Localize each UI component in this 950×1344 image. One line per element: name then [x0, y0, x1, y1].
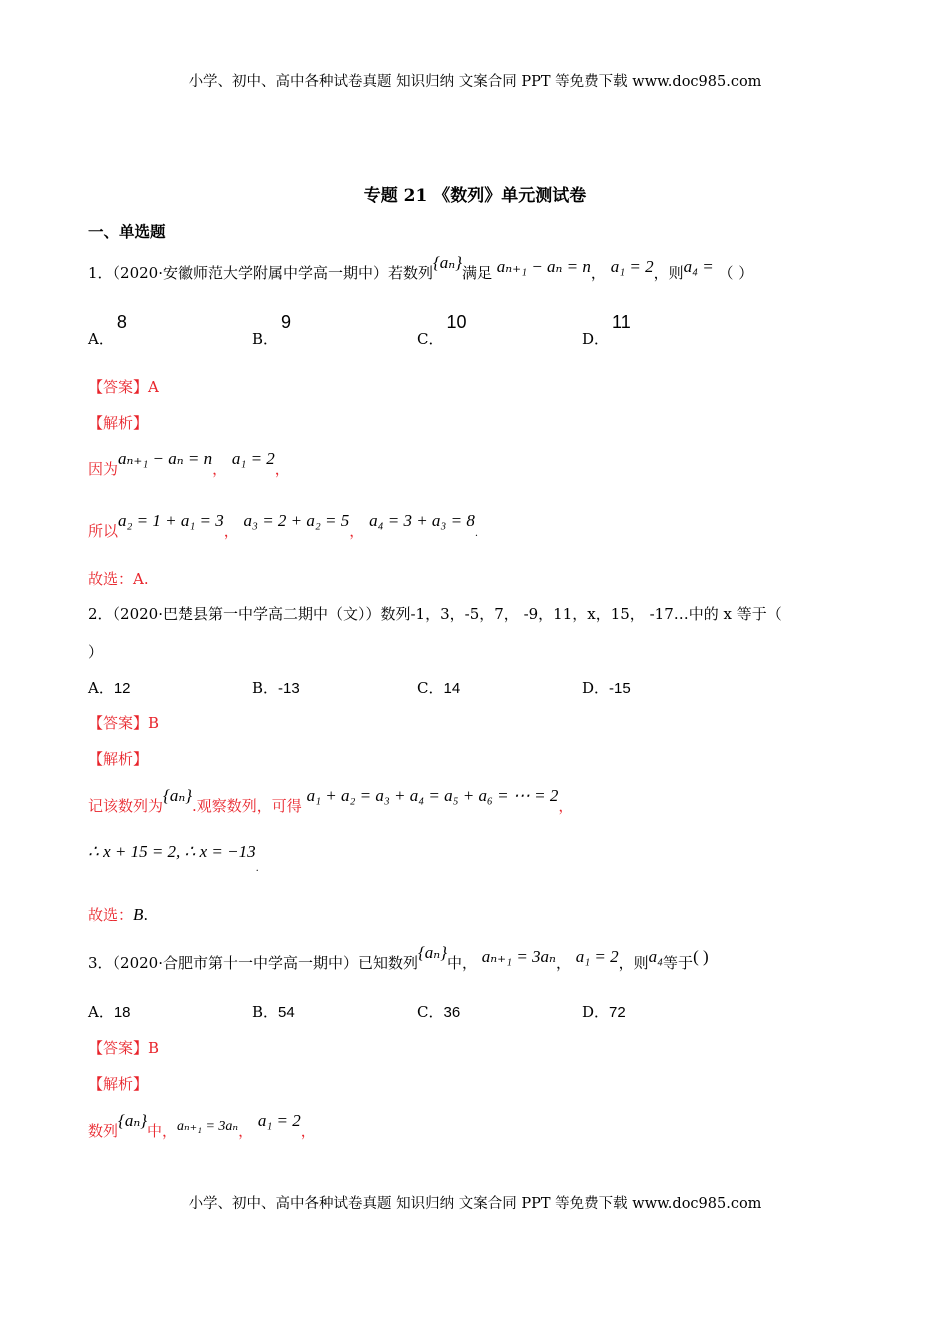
- option-label: A．: [88, 1003, 114, 1021]
- q1-option-c: [417, 312, 467, 349]
- q2-sequence: {aₙ}: [163, 786, 193, 805]
- option-value: -15: [609, 680, 631, 697]
- q3-ask: a₄: [648, 947, 664, 966]
- q2-option-c: [417, 677, 460, 698]
- option-value: 11: [612, 312, 631, 332]
- q1-sequence: {aₙ}: [433, 253, 462, 272]
- page-title: 专题 21 《数列》单元测试卷: [363, 186, 587, 206]
- q2-choose-line: [88, 904, 148, 925]
- q3-analysis: 【解析】: [88, 1075, 149, 1093]
- option-value: 54: [278, 1004, 295, 1021]
- q2-therefore: ∴ x + 15 = 2, ∴ x = −13: [88, 842, 256, 861]
- question-3: 3．（2020·合肥市第十一中学高一期中）已知数列{aₙ}中， aₙ₊₁ = 3aₙ， a₁ = 2，则a₄等于( ): [88, 943, 709, 972]
- q1-so-eq2: a₃ = 2 + a₂ = 5: [243, 511, 350, 530]
- q1-condition-2: a₁ = 2: [610, 257, 654, 276]
- option-label: B．: [252, 330, 279, 348]
- q1-so-eq3: a₄ = 3 + a₃ = 8: [369, 511, 475, 530]
- option-label: D．: [582, 679, 610, 697]
- option-value: 36: [443, 1004, 461, 1021]
- option-label: B．: [252, 1003, 279, 1021]
- q3-condition-2: a₁ = 2: [575, 947, 619, 966]
- section-heading: 一、单选题: [88, 222, 166, 241]
- option-value: 10: [446, 312, 467, 332]
- q2-choose-value: B: [133, 905, 144, 924]
- q1-condition-1: aₙ₊₁ − aₙ = n: [496, 257, 591, 276]
- question-1: [88, 253, 754, 283]
- option-value: 72: [609, 1004, 626, 1021]
- q1-comma: ，: [590, 264, 606, 282]
- q1-paren: （ ）: [718, 264, 754, 282]
- option-label: C．: [417, 679, 444, 697]
- q2-answer: 【答案】B: [88, 714, 160, 732]
- q2-analysis: 【解析】: [88, 750, 149, 768]
- option-label: D．: [582, 330, 610, 348]
- q2-option-a: [88, 677, 131, 698]
- q3-then: ，则: [618, 954, 649, 972]
- q3-in: 中，: [447, 954, 478, 972]
- q3-in-2: 中，: [147, 1122, 178, 1140]
- q2-note-line: 记该数列为{aₙ}.观察数列，可得 a₁ + a₂ = a₃ + a₄ = a₅ + a₆ = ⋯ = 2，: [88, 786, 574, 815]
- q3-number: 3．: [88, 954, 113, 972]
- q1-option-d: [582, 312, 631, 349]
- q3-source: （2020·合肥市第十一中学高一期中）已知数列: [112, 954, 418, 972]
- option-value: -13: [278, 680, 300, 697]
- q2-observe: .观察数列，可得: [192, 797, 302, 815]
- q1-so-line: 所以a₂ = 1 + a₁ = 3， a₃ = 2 + a₂ = 5， a₄ = 3 + a₃ = 8.: [88, 511, 479, 540]
- q1-source: （2020·安徽师范大学附属中学高一期中）若数列: [112, 264, 433, 282]
- q3-equal: 等于: [663, 954, 694, 972]
- option-value: 14: [443, 680, 461, 697]
- option-value: 12: [113, 680, 131, 697]
- q1-number: 1．: [88, 264, 113, 282]
- q2-option-b: [252, 677, 300, 698]
- q3-paren: ( ): [693, 947, 709, 966]
- q1-option-b: [252, 312, 292, 349]
- q3-condition-1: aₙ₊₁ = 3aₙ: [481, 947, 556, 966]
- q3-seq-2: {aₙ}: [118, 1111, 148, 1130]
- q1-choose: 故选：A.: [88, 570, 149, 588]
- q1-because-eq2: a₁ = 2: [231, 449, 275, 468]
- option-label: C．: [417, 330, 444, 348]
- option-label: C．: [417, 1003, 444, 1021]
- q1-so: 所以: [88, 522, 119, 540]
- q1-answer: 【答案】A: [88, 378, 159, 396]
- q2-equation: a₁ + a₂ = a₃ + a₄ = a₅ + a₆ = ⋯ = 2: [306, 786, 559, 805]
- q3-sequence: {aₙ}: [418, 943, 447, 962]
- option-value: 18: [113, 1004, 131, 1021]
- q2-option-d: [582, 677, 631, 698]
- q3-option-b: [252, 1001, 295, 1022]
- q3-c1: aₙ₊₁ = 3aₙ: [177, 1119, 239, 1134]
- q1-analysis: 【解析】: [88, 414, 149, 432]
- q2-choose-label: 故选：: [88, 906, 134, 924]
- q2-line-1: 2．（2020·巴楚县第一中学高二期中（文））数列-1，3，-5，7， -9，11，x，15， -17…中的 x 等于（: [88, 605, 782, 623]
- q3-c2: a₁ = 2: [257, 1111, 301, 1130]
- q3-option-c: [417, 1001, 460, 1022]
- q1-because-eq1: aₙ₊₁ − aₙ = n: [118, 449, 213, 468]
- q1-so-eq1: a₂ = 1 + a₁ = 3: [118, 511, 224, 530]
- option-label: D．: [582, 1003, 610, 1021]
- q3-seq-line: 数列{aₙ}中，aₙ₊₁ = 3aₙ， a₁ = 2，: [88, 1111, 316, 1140]
- option-label: A．: [88, 330, 114, 348]
- q3-option-a: [88, 1001, 131, 1022]
- q2-note: 记该数列为: [88, 797, 164, 815]
- option-label: B．: [252, 679, 279, 697]
- option-label: A．: [88, 679, 114, 697]
- option-value: 9: [281, 312, 292, 332]
- page-header: 小学、初中、高中各种试卷真题 知识归纳 文案合同 PPT 等免费下载 www.doc985.com: [188, 74, 762, 90]
- q3-answer: 【答案】B: [88, 1039, 160, 1057]
- q3-option-d: [582, 1001, 626, 1022]
- q1-because-line: 因为aₙ₊₁ − aₙ = n， a₁ = 2，: [88, 449, 290, 478]
- page-footer: 小学、初中、高中各种试卷真题 知识归纳 文案合同 PPT 等免费下载 www.doc985.com: [188, 1196, 762, 1212]
- q1-because: 因为: [88, 460, 119, 478]
- q1-satisfy: 满足: [462, 264, 493, 282]
- q2-therefore-line: ∴ x + 15 = 2, ∴ $x = -13_.$: [88, 842, 259, 874]
- q1-then: ，则: [653, 264, 684, 282]
- q1-ask: a₄ =: [683, 257, 714, 276]
- q2-choose-end: .: [143, 906, 149, 924]
- option-value: 8: [116, 312, 127, 332]
- q2-line-2: ）: [88, 643, 104, 661]
- q1-option-a: [88, 312, 127, 349]
- q3-seqword: 数列: [88, 1122, 119, 1140]
